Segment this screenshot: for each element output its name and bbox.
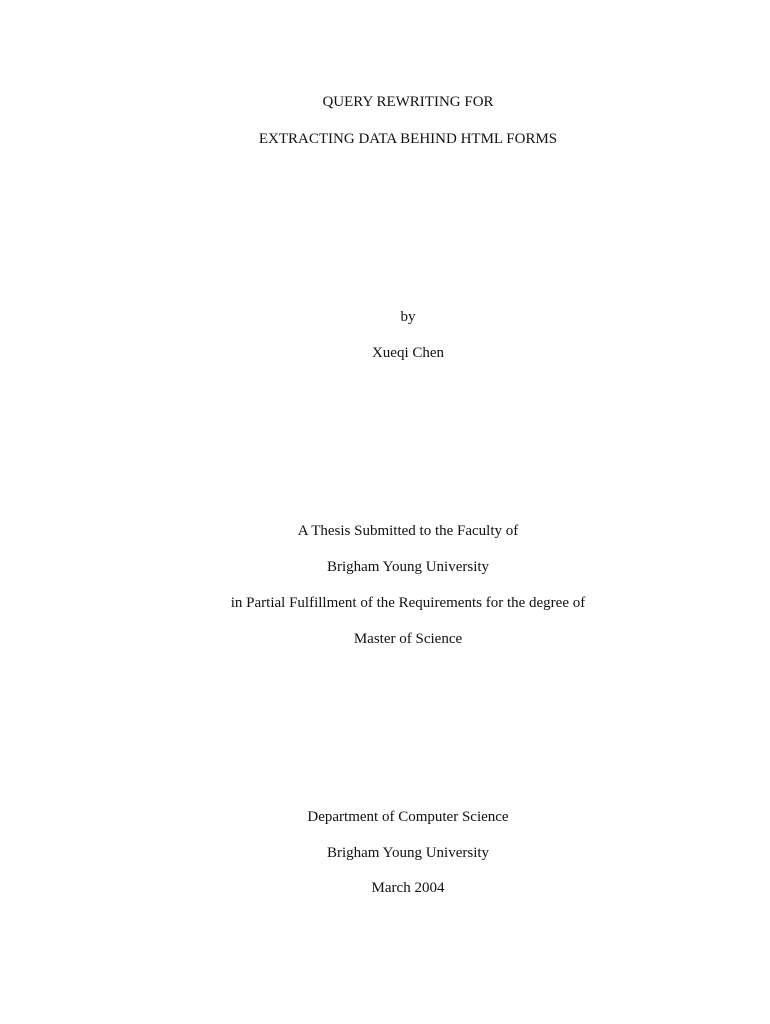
degree-name: Master of Science: [353, 631, 463, 647]
department-name: Department of Computer Science: [307, 809, 509, 825]
university-name: Brigham Young University: [326, 845, 490, 861]
title-line-1: QUERY REWRITING FOR: [322, 94, 494, 110]
submission-line-2: Brigham Young University: [326, 559, 490, 575]
author-name: Xueqi Chen: [371, 345, 445, 361]
submission-date: March 2004: [371, 880, 445, 896]
submission-line-1: A Thesis Submitted to the Faculty of: [297, 523, 519, 539]
title-line-2: EXTRACTING DATA BEHIND HTML FORMS: [258, 131, 558, 147]
by-label: by: [400, 309, 416, 325]
submission-line-3: in Partial Fulfillment of the Requirements for the degree of: [230, 595, 586, 611]
